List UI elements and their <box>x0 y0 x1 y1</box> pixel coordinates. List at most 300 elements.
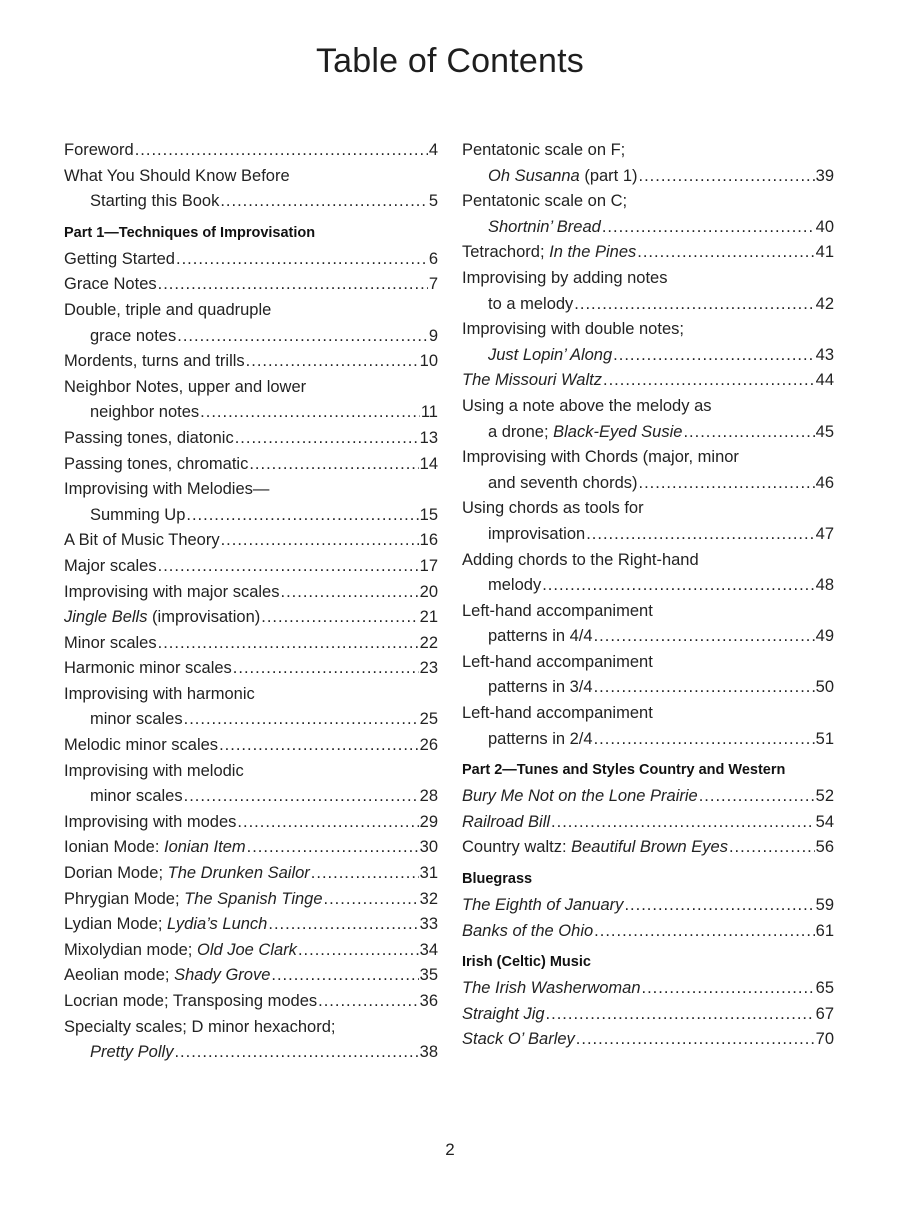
toc-entry[interactable] <box>462 394 834 445</box>
toc-dot-leader <box>220 189 427 215</box>
toc-entry-title-text: patterns in 4/4 <box>488 627 593 646</box>
toc-entry-title-italic: Old Joe Clark <box>196 940 297 959</box>
toc-entry-title <box>488 292 573 318</box>
toc-entry[interactable] <box>64 164 438 215</box>
toc-entry[interactable] <box>462 240 834 266</box>
toc-dot-leader <box>280 580 418 606</box>
toc-entry-title <box>462 266 667 292</box>
toc-entry-title-text: Mordents, turns and trills <box>64 352 245 371</box>
toc-entry-title-text: neighbor notes <box>90 403 200 422</box>
toc-entry-title <box>462 548 699 574</box>
toc-dot-leader <box>551 810 815 836</box>
toc-dot-leader <box>574 292 814 318</box>
toc-entry-title-text: (part 1) <box>579 166 638 185</box>
toc-page-number: 48 <box>815 576 834 595</box>
toc-page-number: 15 <box>419 505 438 524</box>
toc-dot-leader <box>639 471 815 497</box>
toc-entry-title <box>64 682 255 708</box>
toc-entry-title-text: Melodic minor scales <box>64 736 219 755</box>
toc-section-heading: Part 2—Tunes and Styles Country and Western <box>462 762 786 779</box>
toc-entry-title-text: Major scales <box>64 556 157 575</box>
toc-entry[interactable] <box>462 919 834 945</box>
toc-entry[interactable] <box>462 189 834 240</box>
toc-entry-title-italic: Stack O’ Barley <box>462 1030 575 1049</box>
toc-entry-title-text: Minor scales <box>64 633 157 652</box>
toc-entry[interactable] <box>462 835 834 861</box>
toc-left-column <box>64 138 438 1066</box>
toc-dot-leader <box>247 835 419 861</box>
toc-entry-title <box>64 580 279 606</box>
toc-dot-leader <box>602 215 815 241</box>
toc-entry[interactable] <box>64 477 438 528</box>
toc-entry-title-text: Neighbor Notes, upper and lower <box>64 377 307 396</box>
toc-entry-title <box>90 1040 173 1066</box>
toc-entry[interactable] <box>64 963 438 989</box>
toc-entry-title-text: Harmonic minor scales <box>64 659 232 678</box>
toc-entry-title <box>64 164 290 190</box>
toc-entry-title-italic: The Missouri Waltz <box>462 371 602 390</box>
toc-page-number: 13 <box>419 428 438 447</box>
toc-page-number: 46 <box>815 473 834 492</box>
toc-page-number: 28 <box>419 787 438 806</box>
toc-dot-leader <box>576 1027 815 1053</box>
toc-entry[interactable] <box>64 733 438 759</box>
toc-entry-title-italic: The Drunken Sailor <box>167 864 310 883</box>
toc-page-number: 31 <box>419 864 438 883</box>
toc-entry-title <box>90 503 185 529</box>
toc-dot-leader <box>699 784 815 810</box>
toc-dot-leader <box>683 420 814 446</box>
toc-entry-title-text: Improvising with harmonic <box>64 684 255 703</box>
toc-entry[interactable] <box>64 810 438 836</box>
toc-entry[interactable] <box>64 375 438 426</box>
toc-entry-title-italic: Straight Jig <box>462 1004 545 1023</box>
toc-entry-title <box>90 400 199 426</box>
toc-entry-title-text: (improvisation) <box>147 608 261 627</box>
toc-entry-title <box>462 701 653 727</box>
toc-entry-title <box>488 522 585 548</box>
toc-entry-title <box>488 471 638 497</box>
toc-entry[interactable] <box>64 682 438 733</box>
toc-entry[interactable] <box>462 266 834 317</box>
toc-entry-title-text: to a melody <box>488 294 574 313</box>
toc-entry-title-text: Grace Notes <box>64 275 157 294</box>
toc-dot-leader <box>613 343 814 369</box>
toc-page-number: 41 <box>815 243 834 262</box>
toc-entry-title-italic: In the Pines <box>549 243 637 262</box>
toc-entry[interactable] <box>462 1027 834 1053</box>
toc-entry-title-italic: Black-Eyed Susie <box>553 422 683 441</box>
toc-entry-title <box>488 343 612 369</box>
toc-dot-leader <box>233 656 419 682</box>
toc-page-number: 59 <box>815 896 834 915</box>
toc-page-number: 14 <box>419 454 438 473</box>
toc-entry-title-italic: Ionian Item <box>163 838 246 857</box>
toc-entry-title-italic: The Spanish Tinge <box>184 889 323 908</box>
toc-entry-title-text: Improvising with melodic <box>64 761 244 780</box>
toc-page-number: 56 <box>815 838 834 857</box>
toc-entry-title-text: Pentatonic scale on F; <box>462 141 626 159</box>
toc-page-number: 42 <box>815 294 834 313</box>
toc-entry[interactable] <box>64 1015 438 1066</box>
toc-entry-title <box>462 1027 575 1053</box>
toc-entry-title-italic: Just Lopin’ Along <box>488 345 613 364</box>
toc-dot-leader <box>594 727 815 753</box>
toc-entry-title-italic: Shady Grove <box>174 966 271 985</box>
toc-entry-title <box>64 989 317 1015</box>
toc-entry[interactable] <box>64 861 438 887</box>
toc-entry-title-text: Ionian Mode: <box>64 838 164 857</box>
toc-entry-title-text: Getting Started <box>64 249 175 268</box>
toc-entry-title <box>462 138 625 164</box>
toc-entry-title <box>64 298 271 324</box>
toc-entry-title <box>462 650 653 676</box>
toc-entry-title-text: What You Should Know Before <box>64 166 290 185</box>
toc-entry[interactable] <box>64 349 438 375</box>
toc-entry-title <box>64 887 323 913</box>
toc-entry[interactable] <box>462 368 834 394</box>
toc-entry-title <box>64 759 244 785</box>
toc-page-number: 50 <box>815 678 834 697</box>
toc-entry-title-text: Pentatonic scale on C; <box>462 192 628 211</box>
toc-page-number: 25 <box>419 710 438 729</box>
toc-dot-leader <box>158 272 428 298</box>
toc-entry-title <box>64 554 157 580</box>
toc-dot-leader <box>221 528 419 554</box>
toc-dot-leader <box>186 503 418 529</box>
toc-dot-leader <box>135 138 428 164</box>
toc-entry-title-text: Improvising by adding notes <box>462 268 668 287</box>
toc-entry-title <box>462 394 712 420</box>
toc-entry-title <box>64 477 269 503</box>
toc-entry[interactable] <box>64 298 438 349</box>
toc-dot-leader <box>546 1002 815 1028</box>
toc-entry-title-text: A Bit of Music Theory <box>64 531 220 550</box>
toc-dot-leader <box>318 989 419 1015</box>
toc-entry-title-text: Starting this Book <box>90 192 220 211</box>
toc-right-column <box>462 138 834 1053</box>
toc-section-heading: Part 1—Techniques of Improvisation <box>64 224 316 241</box>
toc-dot-leader <box>311 861 419 887</box>
toc-entry-title <box>64 349 245 375</box>
toc-entry-title <box>462 919 593 945</box>
toc-dot-leader <box>729 835 815 861</box>
toc-entry-title-text: Improvising with double notes; <box>462 320 684 339</box>
toc-dot-leader <box>176 247 428 273</box>
toc-entry[interactable] <box>64 528 438 554</box>
toc-dot-leader <box>594 919 814 945</box>
toc-dot-leader <box>298 938 419 964</box>
toc-entry-title <box>90 707 183 733</box>
toc-dot-leader <box>246 349 419 375</box>
toc-entry-title-text: Double, triple and quadruple <box>64 300 272 319</box>
toc-entry-title <box>64 861 310 887</box>
toc-section-heading: Irish (Celtic) Music <box>462 954 591 971</box>
toc-entry-title <box>64 528 220 554</box>
toc-entry-title-text: Left-hand accompaniment <box>462 652 653 671</box>
toc-page-number: 33 <box>419 915 438 934</box>
toc-entry-title <box>488 164 638 190</box>
toc-dot-leader <box>624 893 814 919</box>
toc-entry-title-text: Summing Up <box>90 505 186 524</box>
toc-entry[interactable] <box>462 650 834 701</box>
toc-section-heading: Bluegrass <box>462 871 533 888</box>
toc-page-number: 6 <box>428 249 438 268</box>
toc-entry-title <box>64 247 175 273</box>
toc-entry[interactable] <box>462 976 834 1002</box>
toc-page-number: 51 <box>815 729 834 748</box>
toc-dot-leader <box>268 912 418 938</box>
toc-entry-title-text: melody <box>488 576 542 595</box>
toc-entry[interactable] <box>64 631 438 657</box>
toc-dot-leader <box>271 963 418 989</box>
toc-entry-title-italic: Pretty Polly <box>90 1043 174 1062</box>
toc-entry-title-italic: Lydia’s Lunch <box>167 915 268 934</box>
toc-page-number: 47 <box>815 524 834 543</box>
toc-entry[interactable] <box>462 445 834 496</box>
toc-entry-title <box>462 445 739 471</box>
toc-entry-title <box>462 810 550 836</box>
toc-entry-title <box>462 976 641 1002</box>
toc-page-number: 36 <box>419 992 438 1010</box>
toc-entry-title <box>90 784 183 810</box>
toc-entry-title <box>488 420 682 446</box>
toc-entry-title-italic: Railroad Bill <box>462 812 551 831</box>
toc-entry-title <box>462 893 623 919</box>
toc-page-number: 26 <box>419 736 438 755</box>
toc-dot-leader <box>594 675 815 701</box>
toc-page-number: 34 <box>419 940 438 959</box>
toc-entry[interactable] <box>64 138 438 164</box>
toc-entry-title-text: minor scales <box>90 710 183 729</box>
toc-entry-title-italic: Shortnin’ Bread <box>488 217 601 236</box>
toc-page-number: 54 <box>815 812 834 831</box>
toc-entry[interactable] <box>462 599 834 650</box>
toc-entry[interactable] <box>462 1002 834 1028</box>
toc-page-number: 4 <box>428 141 438 159</box>
toc-entry-title-italic: The Irish Washerwoman <box>462 979 641 998</box>
toc-entry-title-text: Phrygian Mode; <box>64 889 185 908</box>
toc-entry-title <box>462 317 684 343</box>
toc-entry[interactable] <box>64 912 438 938</box>
toc-dot-leader <box>184 707 419 733</box>
toc-entry[interactable] <box>462 317 834 368</box>
toc-entry-title <box>488 215 601 241</box>
toc-entry-title <box>462 784 698 810</box>
toc-entry-title-text: Left-hand accompaniment <box>462 601 653 620</box>
toc-entry-title-italic: Banks of the Ohio <box>462 921 594 940</box>
toc-dot-leader <box>158 631 419 657</box>
toc-dot-leader <box>200 400 420 426</box>
toc-page-number: 23 <box>419 659 438 678</box>
toc-entry-title <box>462 189 627 215</box>
toc-entry-title-text: Locrian mode; Transposing modes <box>64 992 318 1010</box>
toc-page-number: 61 <box>815 921 834 940</box>
toc-entry-title-text: Specialty scales; D minor hexachord; <box>64 1017 336 1036</box>
toc-entry-title <box>64 963 270 989</box>
toc-entry-title <box>462 835 728 861</box>
toc-entry-title <box>90 189 219 215</box>
toc-dot-leader <box>603 368 815 394</box>
toc-dot-leader <box>594 624 815 650</box>
toc-entry-title-text: Using a note above the melody as <box>462 396 712 415</box>
toc-dot-leader <box>158 554 419 580</box>
toc-entry[interactable] <box>64 989 438 1015</box>
toc-entry-title-italic: Beautiful Brown Eyes <box>571 838 728 857</box>
toc-entry-title <box>64 375 306 401</box>
toc-dot-leader <box>542 573 814 599</box>
toc-entry-title-italic: Oh Susanna <box>488 166 580 185</box>
toc-dot-leader <box>235 426 419 452</box>
toc-entry[interactable] <box>64 580 438 606</box>
toc-page-number: 10 <box>419 352 438 371</box>
toc-entry-title <box>64 138 134 164</box>
toc-entry-title <box>488 624 593 650</box>
toc-entry-title-text: Passing tones, chromatic <box>64 454 249 473</box>
toc-page-number: 70 <box>815 1030 834 1049</box>
toc-entry-title <box>488 573 541 599</box>
toc-entry-title <box>64 1015 335 1041</box>
toc-page-number: 9 <box>428 326 438 345</box>
toc-entry-title-text: grace notes <box>90 326 177 345</box>
toc-entry-title <box>488 727 593 753</box>
toc-entry-title <box>64 426 234 452</box>
toc-page-number: 52 <box>815 787 834 806</box>
toc-page-number: 22 <box>419 633 438 652</box>
toc-dot-leader <box>237 810 418 836</box>
toc-entry-title <box>64 656 232 682</box>
toc-entry[interactable] <box>64 605 438 631</box>
toc-entry-title-text: Tetrachord; <box>462 243 550 262</box>
toc-dot-leader <box>184 784 419 810</box>
toc-page-number: 16 <box>419 531 438 550</box>
page-number: 2 <box>445 1140 455 1159</box>
toc-entry[interactable] <box>64 656 438 682</box>
toc-entry-title-text: Lydian Mode; <box>64 915 168 934</box>
toc-page-number: 11 <box>420 403 438 422</box>
toc-entry[interactable] <box>64 938 438 964</box>
toc-entry-title <box>64 810 236 836</box>
toc-dot-leader <box>261 605 418 631</box>
toc-entry[interactable] <box>64 272 438 298</box>
toc-dot-leader <box>642 976 815 1002</box>
toc-page-number: 67 <box>815 1004 834 1023</box>
toc-entry-title <box>64 835 246 861</box>
toc-entry[interactable] <box>64 835 438 861</box>
toc-entry-title-text: Left-hand accompaniment <box>462 704 653 723</box>
toc-dot-leader <box>586 522 814 548</box>
toc-entry[interactable] <box>462 138 834 189</box>
toc-entry-title-text: Using chords as tools for <box>462 499 644 518</box>
toc-entry-title <box>64 938 297 964</box>
toc-entry-title-italic: Bury Me Not on the Lone Prairie <box>462 787 698 806</box>
toc-entry-title-text: Adding chords to the Right-hand <box>462 550 699 569</box>
toc-page-number: 40 <box>815 217 834 236</box>
toc-entry-title-text: improvisation <box>488 524 586 543</box>
toc-page-number: 38 <box>419 1043 438 1062</box>
toc-entry[interactable] <box>462 496 834 547</box>
toc-page-number: 5 <box>428 192 438 211</box>
toc-entry[interactable] <box>462 701 834 752</box>
toc-dot-leader <box>639 164 815 190</box>
toc-page-number: 43 <box>815 345 834 364</box>
toc-page-number: 44 <box>815 371 834 390</box>
toc-entry-title <box>462 599 653 625</box>
toc-entry-title-text: a drone; <box>488 422 554 441</box>
toc-entry-title-text: Foreword <box>64 141 134 159</box>
toc-entry-title-text: Improvising with Melodies— <box>64 480 270 499</box>
toc-page-number: 17 <box>419 556 438 575</box>
toc-entry-title-text: Mixolydian mode; <box>64 940 197 959</box>
toc-dot-leader <box>324 887 419 913</box>
toc-entry-title-text: and seventh chords) <box>488 473 638 492</box>
toc-page-number: 21 <box>419 608 438 627</box>
toc-page-number: 30 <box>419 838 438 857</box>
toc-entry-title <box>90 324 176 350</box>
toc-entry[interactable] <box>462 893 834 919</box>
toc-entry-title <box>64 912 267 938</box>
toc-entry-title <box>462 240 636 266</box>
toc-page-number: 35 <box>419 966 438 985</box>
toc-entry[interactable] <box>64 887 438 913</box>
toc-dot-leader <box>637 240 814 266</box>
toc-dot-leader <box>219 733 419 759</box>
toc-entry-title-text: Passing tones, diatonic <box>64 428 234 447</box>
toc-entry-title-text: patterns in 2/4 <box>488 729 593 748</box>
toc-entry-title-text: Country waltz: <box>462 838 572 857</box>
toc-entry-title-text: Improvising with Chords (major, minor <box>462 448 739 467</box>
toc-entry-title <box>64 631 157 657</box>
toc-page-number: 32 <box>419 889 438 908</box>
toc-dot-leader <box>174 1040 418 1066</box>
toc-entry[interactable] <box>64 759 438 810</box>
toc-entry[interactable] <box>462 810 834 836</box>
toc-page-number: 49 <box>815 627 834 646</box>
toc-entry-title-text: minor scales <box>90 787 183 806</box>
toc-page-number: 7 <box>428 275 438 294</box>
toc-entry-title-text: Improvising with major scales <box>64 582 280 601</box>
toc-entry-title <box>64 272 157 298</box>
toc-page-number: 20 <box>419 582 438 601</box>
toc-entry[interactable] <box>64 554 438 580</box>
toc-dot-leader <box>249 452 418 478</box>
toc-dot-leader <box>177 324 428 350</box>
toc-entry-title-text: Dorian Mode; <box>64 864 168 883</box>
toc-entry-title <box>462 368 602 394</box>
toc-entry-title-text: Aeolian mode; <box>64 966 175 985</box>
toc-entry[interactable] <box>64 426 438 452</box>
toc-entry-title-text: Improvising with modes <box>64 812 237 831</box>
page-title: Table of Contents <box>315 42 584 80</box>
toc-entry-title <box>64 452 248 478</box>
toc-entry-title <box>488 675 593 701</box>
toc-entry-title <box>462 496 644 522</box>
toc-page-number: 45 <box>815 422 834 441</box>
toc-page-number: 29 <box>419 812 438 831</box>
toc-page-number: 39 <box>815 166 834 185</box>
toc-page-number: 65 <box>815 979 834 998</box>
toc-entry[interactable] <box>462 548 834 599</box>
toc-entry-title-italic: The Eighth of January <box>462 896 624 915</box>
toc-entry[interactable] <box>64 247 438 273</box>
toc-entry-title-italic: Jingle Bells <box>64 608 148 627</box>
toc-entry-title <box>64 733 218 759</box>
toc-entry-title <box>64 605 260 631</box>
toc-entry[interactable] <box>462 784 834 810</box>
toc-entry[interactable] <box>64 452 438 478</box>
toc-entry-title-text: patterns in 3/4 <box>488 678 593 697</box>
toc-entry-title <box>462 1002 545 1028</box>
